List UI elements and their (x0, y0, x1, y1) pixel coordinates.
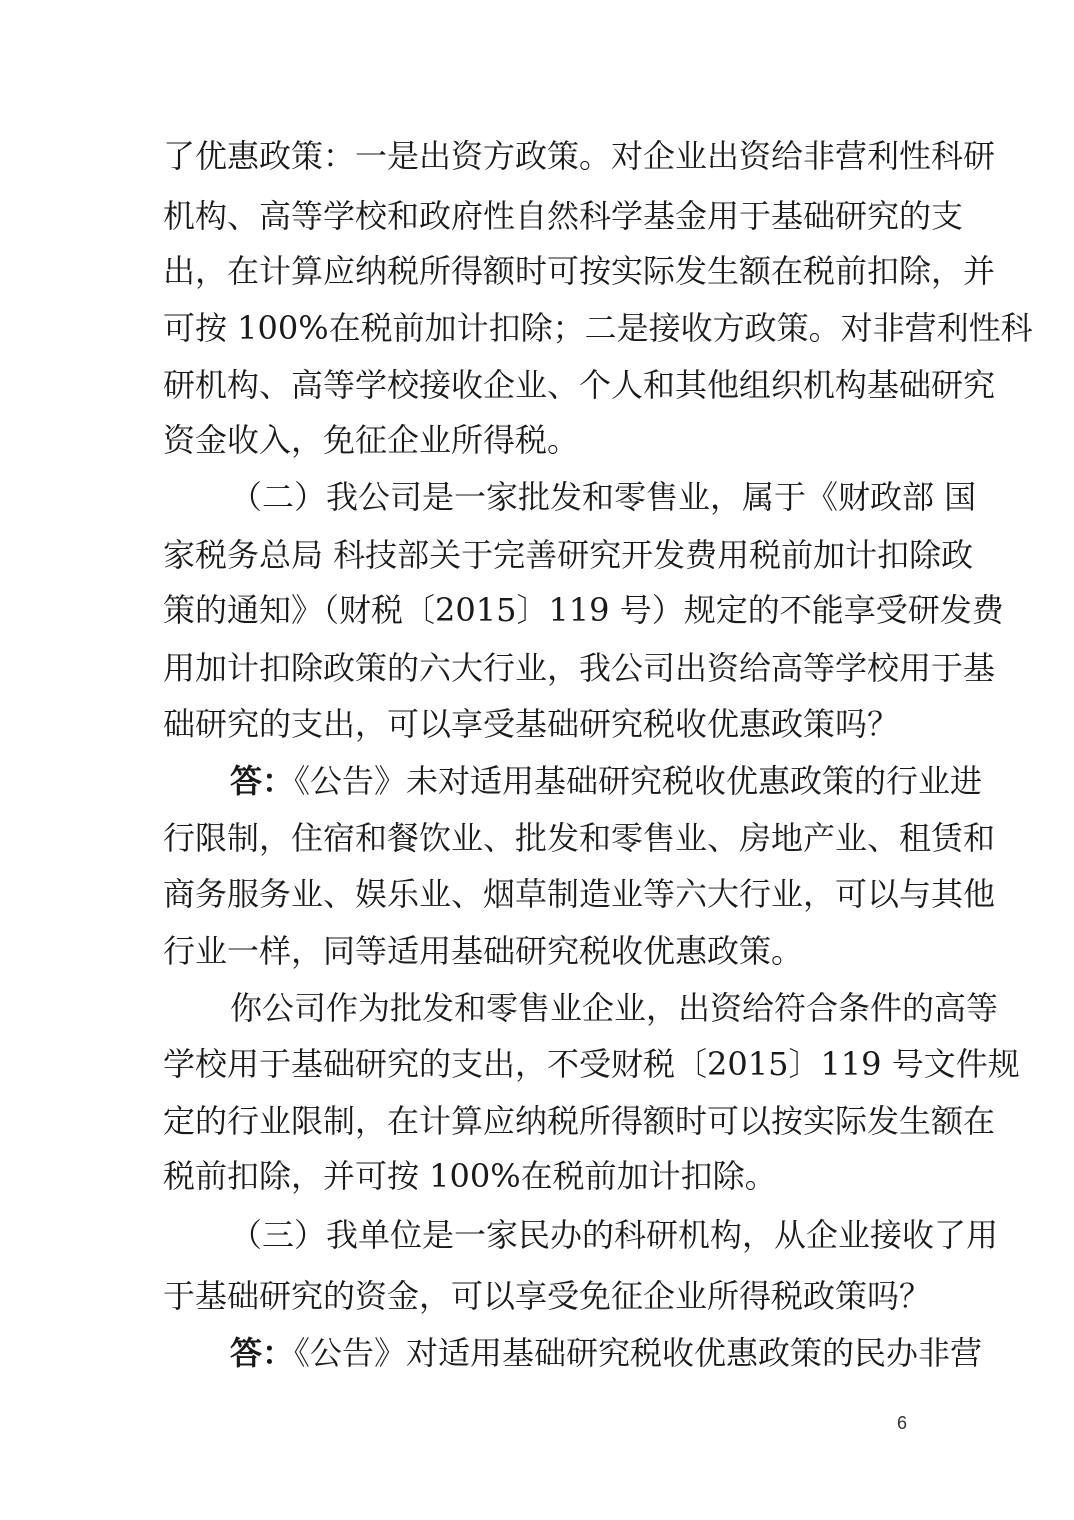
page-number: 6 (897, 1413, 908, 1433)
answer-text: 《公告》对适用基础研究税收优惠政策的民办非营 (294, 1334, 983, 1372)
answer-label: 答： (230, 1334, 295, 1372)
paragraph-line: 定的行业限制，在计算应纳税所得额时可以按实际发生额在 (163, 1102, 996, 1140)
question-line: （三）我单位是一家民办的科研机构，从企业接收了用 (230, 1216, 999, 1254)
question-line: 于基础研究的资金，可以享受免征企业所得税政策吗？ (163, 1277, 932, 1315)
question-line: 家税务总局 科技部关于完善研究开发费用税前加计扣除政 (163, 536, 974, 574)
answer-line (230, 1333, 983, 1373)
answer-line: 行限制，住宿和餐饮业、批发和零售业、房地产业、租赁和 (163, 819, 996, 857)
answer-line (230, 761, 983, 801)
paragraph-line: 可按 100%在税前加计扣除；二是接收方政策。对非营利性科 (163, 309, 1033, 347)
paragraph-line: 学校用于基础研究的支出，不受财税〔2015〕119 号文件规 (163, 1045, 1020, 1083)
paragraph-line: 研机构、高等学校接收企业、个人和其他组织机构基础研究 (163, 366, 996, 404)
question-line: 用加计扣除政策的六大行业，我公司出资给高等学校用于基 (163, 649, 996, 687)
question-line: 础研究的支出，可以享受基础研究税收优惠政策吗？ (163, 705, 900, 743)
paragraph-line: 了优惠政策：一是出资方政策。对企业出资给非营利性科研 (163, 137, 996, 175)
paragraph-line: 你公司作为批发和零售业企业，出资给符合条件的高等 (230, 989, 999, 1027)
question-line: （二）我公司是一家批发和零售业，属于《财政部 国 (230, 478, 977, 516)
paragraph-line: 机构、高等学校和政府性自然科学基金用于基础研究的支 (163, 197, 964, 235)
answer-text: 《公告》未对适用基础研究税收优惠政策的行业进 (294, 762, 983, 800)
answer-line: 行业一样，同等适用基础研究税收优惠政策。 (163, 932, 804, 970)
answer-line: 商务服务业、娱乐业、烟草制造业等六大行业，可以与其他 (163, 875, 996, 913)
question-line: 策的通知》（财税〔2015〕119 号）规定的不能享受研发费 (163, 591, 1004, 629)
paragraph-line: 税前扣除，并可按 100%在税前加计扣除。 (163, 1157, 777, 1195)
paragraph-line: 出，在计算应纳税所得额时可按实际发生额在税前扣除，并 (163, 252, 996, 290)
paragraph-line: 资金收入，免征企业所得税。 (163, 421, 580, 459)
answer-label: 答： (230, 762, 295, 800)
